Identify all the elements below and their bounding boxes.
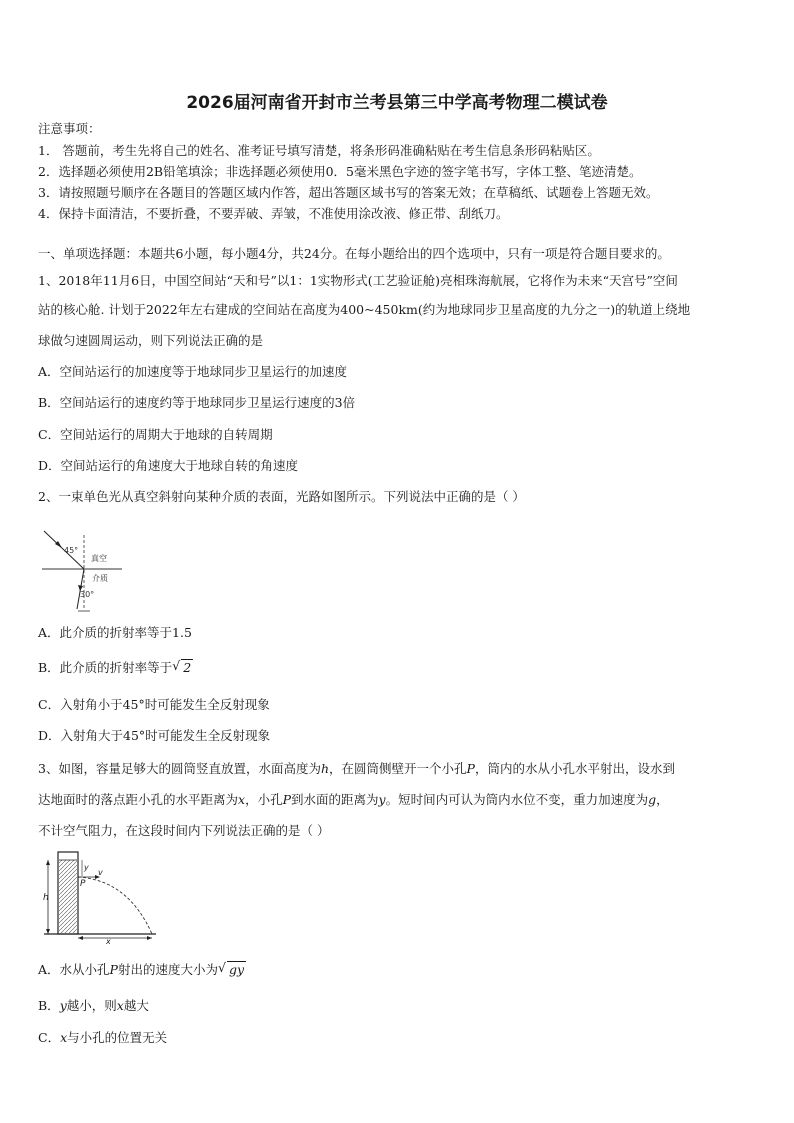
y-label: y [84, 863, 89, 872]
angle-30-label: 30° [80, 590, 95, 599]
q1-option-a: A．空间站运行的加速度等于地球同步卫星运行的加速度 [38, 364, 348, 379]
notice-item-2: 2．选择题必须使用2B铅笔填涂；非选择题必须使用0．5毫米黑色字迹的签字笔书写，字体工整、笔迹清楚。 [38, 164, 642, 179]
q3-text: A．水从小孔 [38, 962, 110, 977]
var-y: y [378, 792, 386, 807]
q1-option-b: B．空间站运行的速度约等于地球同步卫星运行速度的3倍 [38, 395, 356, 410]
sqrt-radicand: gy [228, 962, 245, 977]
section-heading: 一、单项选择题：本题共6小题，每小题4分，共24分。在每小题给出的四个选项中，只有一项是符合题目要求的。 [38, 246, 670, 261]
q3-stem-line-2 [38, 792, 669, 808]
medium-label: 介质 [92, 574, 108, 583]
notice-item-4: 4．保持卡面清洁，不要折叠，不要弄破、弄皱，不准使用涂改液、修正带、刮纸刀。 [38, 206, 509, 221]
var-x: x [238, 792, 246, 807]
q2-option-c: C．入射角小于45°时可能发生全反射现象 [38, 697, 270, 712]
var-h: h [320, 761, 330, 776]
q3-text: 越大 [123, 998, 149, 1013]
q1-stem-line-2: 站的核心舱. 计划于2022年左右建成的空间站在高度为400~450km(约为地球同步卫星高度的九分之一)的轨道上绕地 [38, 302, 691, 317]
var-p: P [466, 761, 475, 776]
q3-text: ，在圆筒侧壁开一个小孔 [329, 761, 467, 776]
var-p: P [109, 962, 118, 977]
angle-45-label: 45° [64, 546, 79, 555]
notice-item-3: 3．请按照题号顺序在各题目的答题区域内作答，超出答题区域书写的答案无效；在草稿纸、试题卷上答题无效。 [38, 185, 659, 200]
q3-text: 与小孔的位置无关 [67, 1030, 168, 1045]
q1-option-c: C．空间站运行的周期大于地球的自转周期 [38, 427, 273, 442]
q1-stem-line-1: 1、2018年11月6日，中国空间站“天和号”以1：1实物形式(工艺验证舱)亮相珠海航展，它将作为未来“天宫号”空间 [38, 273, 678, 288]
var-x: x [60, 1030, 68, 1045]
q3-text: C． [38, 1030, 61, 1045]
x-label: x [106, 937, 111, 946]
sqrt-radicand: 2 [183, 660, 192, 675]
q2-option-d: D．入射角大于45°时可能发生全反射现象 [38, 728, 271, 743]
v-label: v [98, 868, 103, 877]
q3-text: B． [38, 998, 60, 1013]
q2-stem: 2、一束单色光从真空斜射向某种介质的表面，光路如图所示。下列说法中正确的是（ ） [38, 489, 525, 504]
q3-option-c [38, 1030, 167, 1046]
q2-option-a: A．此介质的折射率等于1.5 [38, 625, 192, 640]
q3-text: 达地面时的落点距小孔的水平距离为 [38, 792, 239, 807]
page-title: 2026届河南省开封市兰考县第三中学高考物理二模试卷 [186, 93, 608, 113]
vacuum-label: 真空 [91, 554, 107, 563]
q3-text: 。短时间内可认为筒内水位不变，重力加速度为 [385, 792, 649, 807]
q2-refraction-figure [38, 525, 128, 617]
var-p: P [282, 792, 292, 807]
sqrt-expression: √ 2 [172, 658, 192, 675]
q3-text: ，小孔 [245, 792, 283, 807]
q3-text: 到水面的距离为 [291, 792, 379, 807]
q3-text: ， [656, 792, 669, 807]
q3-option-a [38, 962, 246, 978]
var-x: x [116, 998, 124, 1013]
h-label: h [43, 893, 49, 903]
q3-text: 3、如图，容量足够大的圆筒竖直放置，水面高度为 [38, 761, 321, 776]
q3-option-b [38, 998, 149, 1014]
q3-text: 射出的速度大小为 [117, 962, 218, 977]
sqrt-expression: √ gy [217, 960, 245, 977]
q3-cylinder-figure [40, 850, 158, 946]
q3-text: 越小，则 [66, 998, 117, 1013]
q1-option-d: D．空间站运行的角速度大于地球自转的角速度 [38, 458, 299, 473]
p-label: P [80, 879, 86, 889]
notice-heading: 注意事项： [38, 121, 101, 136]
q3-text: ，筒内的水从小孔水平射出，设水到 [474, 761, 675, 776]
q3-stem-line-3: 不计空气阻力，在这段时间内下列说法正确的是（ ） [38, 823, 330, 838]
q1-stem-line-3: 球做匀速圆周运动，则下列说法正确的是 [38, 333, 264, 348]
var-g: g [648, 792, 657, 807]
q2-option-b [38, 660, 193, 676]
trajectory [78, 877, 152, 934]
q2-option-b-text: B．此介质的折射率等于 [38, 660, 173, 675]
var-y: y [59, 998, 67, 1013]
notice-item-1: 1． 答题前，考生先将自己的姓名、准考证号填写清楚，将条形码准确粘贴在考生信息条形码粘贴区。 [38, 143, 600, 158]
water [59, 860, 77, 933]
q3-stem-line-1 [38, 761, 675, 777]
